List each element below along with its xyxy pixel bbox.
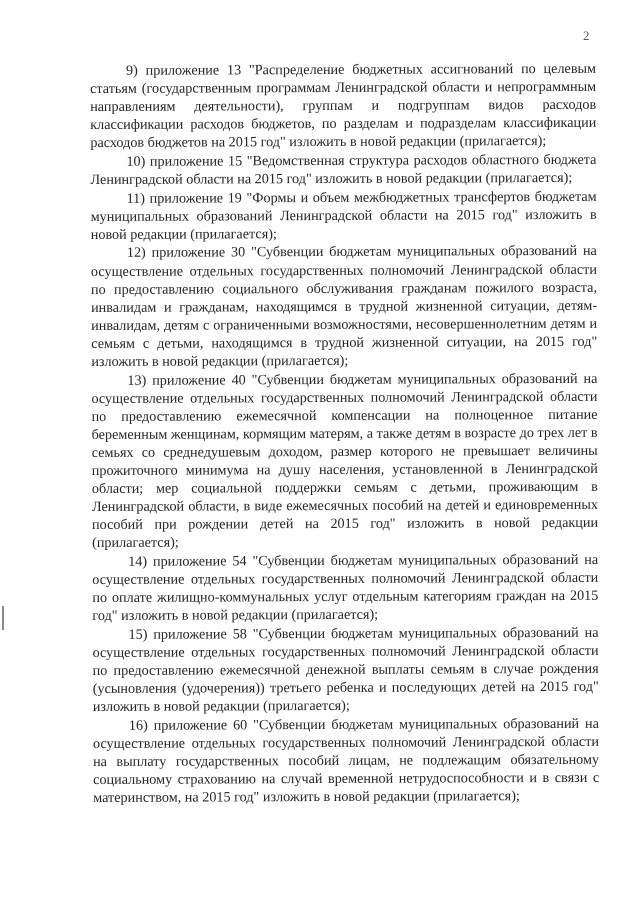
list-item: 14) приложение 54 "Субвенции бюджетам муниципальных образований на осуществление отдельных государственных полномочий Ленинградской области по оплате жилищно-коммунальных услуг отдельным категориям граждан на 2015 год" изложить в новой редакции (прилагается); xyxy=(92,551,599,625)
list-item: 10) приложение 15 "Ведомственная структура расходов областного бюджета Ленинградской области на 2015 год" изложить в новой редакции (прилагается); xyxy=(90,151,597,189)
list-item: 16) приложение 60 "Субвенции бюджетам муниципальных образований на осуществление отдельных государственных полномочий Ленинградской области на выплату государственных пособий лицам, не подлежащим обязательному социальному страхованию на случай временной нетрудоспособности и в связи с материнством, на 2015 год" изложить в новой редакции (прилагается); xyxy=(92,715,600,807)
scan-edge-mark xyxy=(2,606,4,630)
list-item: 9) приложение 13 "Распределение бюджетных ассигнований по целевым статьям (государственным программам Ленинградской области и непрограммным направлениям деятельности), группам и подгруппам видов расходов классификации расходов бюджетов, по разделам и подразделам классификации расходов бюджетов на 2015 год" изложить в новой редакции (прилагается); xyxy=(90,60,597,152)
list-item: 11) приложение 19 "Формы и объем межбюджетных трансфертов бюджетам муниципальных образований Ленинградской области на 2015 год" изложить в новой редакции (прилагается); xyxy=(90,188,597,243)
page-number: 2 xyxy=(583,28,590,43)
document-body xyxy=(90,60,599,808)
list-item: 13) приложение 40 "Субвенции бюджетам муниципальных образований на осуществление отдельных государственных полномочий Ленинградской области по предоставлению ежемесячной компенсации на полноценное питание беременным женщинам, кормящим матерям, а также детям в возрасте до трех лет в семьях со среднедушевым доходом, размер которого не превышает величины прожиточного минимума на душу населения, установленной в Ленинградской области; мер социальной поддержки семьям с детьми, проживающим в Ленинградской области, в виде ежемесячных пособий на детей и единовременных пособий при рождении детей на 2015 год" изложить в новой редакции (прилагается); xyxy=(91,370,599,552)
list-item: 12) приложение 30 "Субвенции бюджетам муниципальных образований на осуществление отдельных государственных полномочий Ленинградской области по предоставлению социального обслуживания гражданам пожилого возраста, инвалидам и гражданам, находящимся в трудной жизненной ситуации, детям-инвалидам, детям с ограниченными возможностями, несовершеннолетним детям и семьям с детьми, находящимся в трудной жизненной ситуации, на 2015 год" изложить в новой редакции (прилагается); xyxy=(90,243,598,370)
list-item: 15) приложение 58 "Субвенции бюджетам муниципальных образований на осуществление отдельных государственных полномочий Ленинградской области по предоставлению ежемесячной денежной выплаты семьям в случае рождения (усыновления (удочерения)) третьего ребенка и последующих детей на 2015 год" изложить в новой редакции (прилагается); xyxy=(92,624,599,716)
